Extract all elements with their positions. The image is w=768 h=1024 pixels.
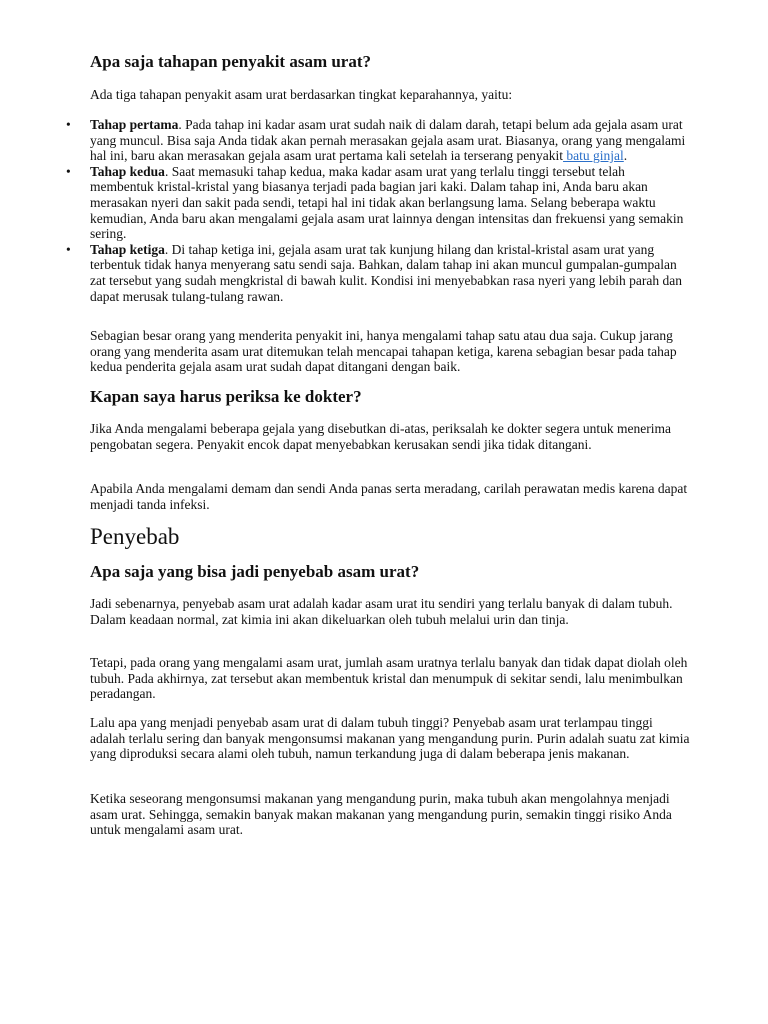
section-heading-doctor: Kapan saya harus periksa ke dokter?: [90, 387, 362, 406]
batu-ginjal-link[interactable]: batu ginjal: [563, 148, 624, 164]
causes-paragraph-3: Lalu apa yang menjadi penyebab asam urat di dalam tubuh tinggi? Penyebab asam urat terlampau tinggi adalah terlalu sering dan banyak mengonsumsi makanan yang mengandung purin. Purin adalah suatu zat kimia yang diproduksi secara alami oleh tubuh, namun terkandung juga di dalam beberapa jenis makanan.: [90, 715, 690, 762]
stage-1-title: Tahap pertama: [90, 117, 179, 132]
stage-2-title: Tahap kedua: [90, 163, 165, 179]
section-heading-causes: Apa saja yang bisa jadi penyebab asam urat?: [90, 562, 420, 581]
bullet: •: [66, 241, 71, 257]
stages-intro: Ada tiga tahapan penyakit asam urat berdasarkan tingkat keparahannya, yaitu:: [90, 87, 513, 102]
doctor-paragraph-1: Jika Anda mengalami beberapa gejala yang disebutkan di-atas, periksalah ke dokter segera untuk menerima pengobatan segera. Penyakit encok dapat menyebabkan kerusakan sendi jika tidak ditangani.: [90, 421, 672, 452]
stage-3-title: Tahap ketiga: [90, 241, 165, 257]
stage-2-text: . Saat memasuki tahap kedua, maka kadar asam urat yang terlalu tinggi tersebut telah membentuk kristal-kristal yang biasanya terjadi pada bagian jari kaki. Dalam tahap ini, Anda baru akan merasakan nyeri dan sakit pada sendi, tetapi hal ini tidak akan berlangsung lama. Selang beberapa waktu kemudian, Anda baru akan mengalami gejala asam urat lainnya dengan intensitas dan frekuensi yang semakin sering.: [90, 163, 684, 242]
list-item-stage-2: [66, 163, 690, 242]
stages-summary: Sebagian besar orang yang menderita penyakit ini, hanya mengalami tahap satu atau dua saja. Cukup jarang orang yang menderita asam urat ditemukan telah mencapai tahapan ketiga, karena sebagian besar pada tahap kedua penderita gejala asam urat sudah dapat ditangani dengan baik.: [90, 328, 677, 375]
stages-list: [66, 117, 690, 304]
list-item-stage-1: [66, 117, 690, 164]
stage-1-text-end: .: [623, 148, 628, 164]
causes-paragraph-1: Jadi sebenarnya, penyebab asam urat adalah kadar asam urat itu sendiri yang terlalu banyak di dalam tubuh. Dalam keadaan normal, zat kimia ini akan dikeluarkan oleh tubuh melalui urin dan tinja.: [90, 596, 673, 627]
causes-paragraph-2: Tetapi, pada orang yang mengalami asam urat, jumlah asam uratnya terlalu banyak dan tidak dapat diolah oleh tubuh. Pada akhirnya, zat tersebut akan membentuk kristal dan menumpuk di sekitar sendi, lalu menimbulkan peradangan.: [90, 655, 688, 702]
section-heading-stages: Apa saja tahapan penyakit asam urat?: [90, 52, 372, 71]
stage-3-text: . Di tahap ketiga ini, gejala asam urat tak kunjung hilang dan kristal-kristal asam urat yang terbentuk tidak hanya menyerang satu sendi saja. Bahkan, dalam tahap ini akan muncul gumpalan-gumpalan zat tersebut yang sudah mengkristal di bawah kulit. Kondisi ini menyebabkan rasa nyeri yang lebih parah dan dapat merusak tulang-tulang rawan.: [90, 241, 682, 304]
bullet: •: [66, 163, 71, 179]
section-title-penyebab: Penyebab: [90, 524, 180, 549]
stage-1-text: . Pada tahap ini kadar asam urat sudah naik di dalam darah, tetapi belum ada gejala asam urat yang muncul. Bisa saja Anda tidak akan pernah merasakan gejala asam urat. Biasanya, orang yang mengalami hal ini, baru akan merasakan gejala asam urat pertama kali setelah ia terserang penyakit: [90, 117, 686, 164]
bullet: •: [66, 117, 71, 132]
causes-paragraph-4: Ketika seseorang mengonsumsi makanan yang mengandung purin, maka tubuh akan mengolahnya menjadi asam urat. Sehingga, semakin banyak makan makanan yang mengandung purin, semakin tinggi risiko Anda untuk mengalami asam urat.: [90, 791, 672, 838]
doctor-paragraph-2: Apabila Anda mengalami demam dan sendi Anda panas serta meradang, carilah perawatan medis karena dapat menjadi tanda infeksi.: [90, 481, 688, 512]
list-item-stage-3: [66, 241, 690, 304]
